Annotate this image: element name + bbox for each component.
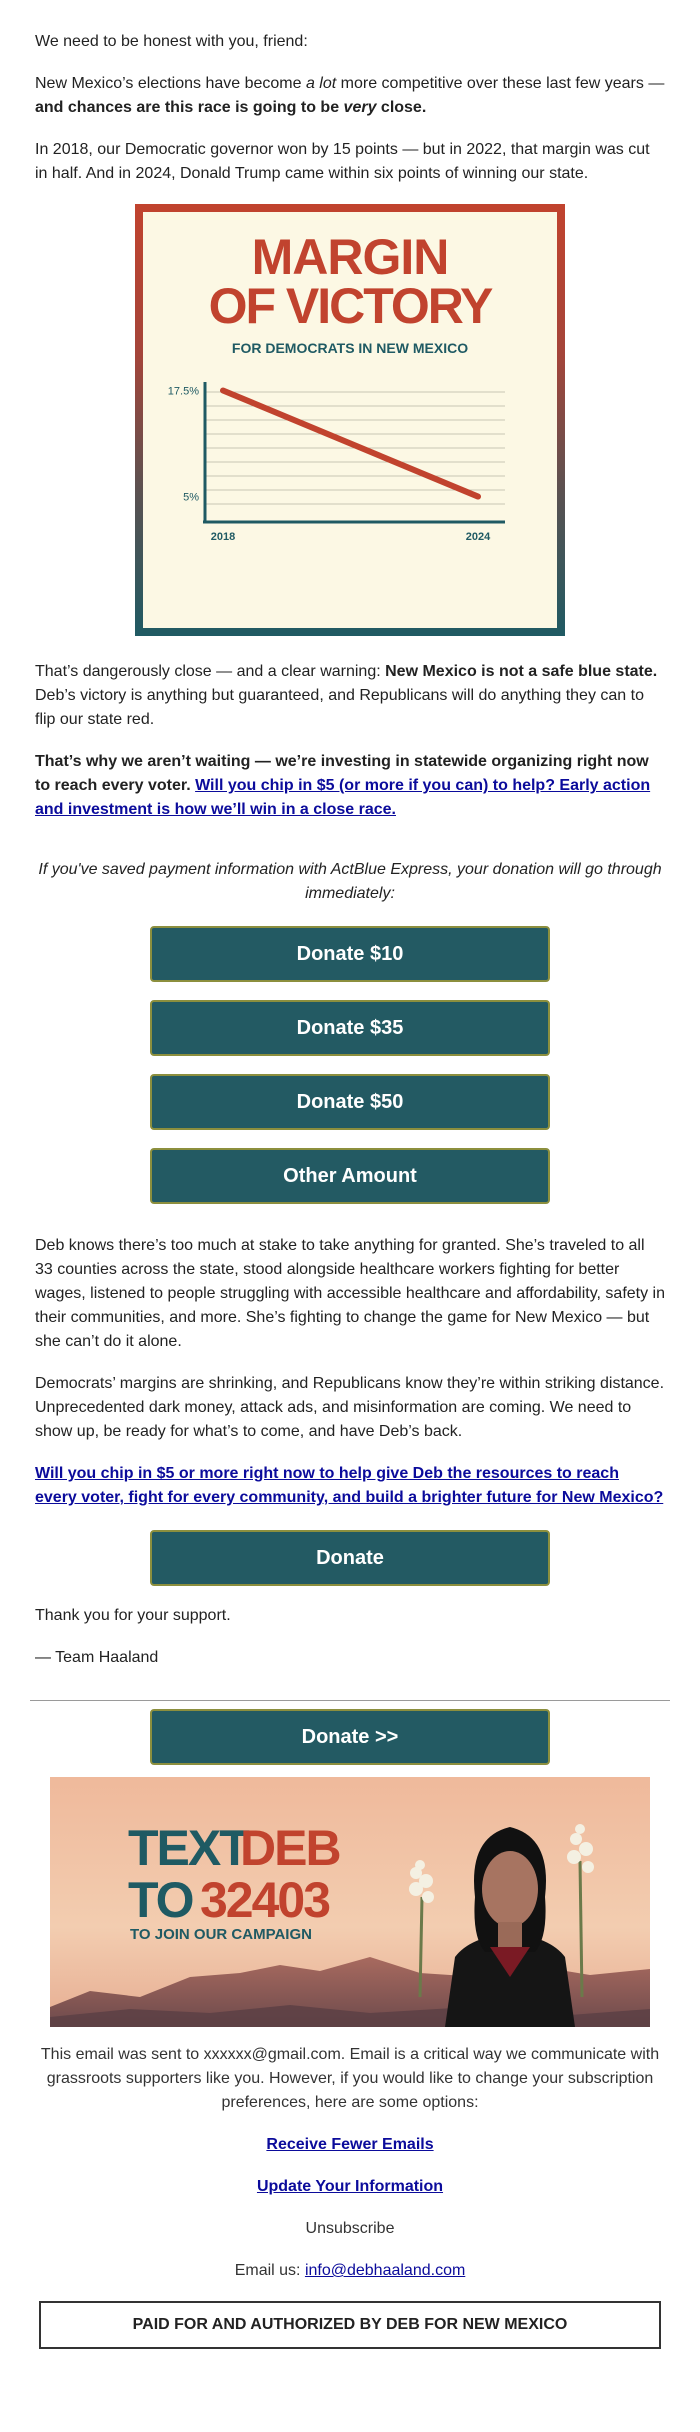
deb-travels-paragraph: Deb knows there’s too much at stake to take anything for granted. She’s traveled to all 33 counties across the state, stood alongside healthcare workers fighting for better wages, listened to people struggling with accessible healthcare and affordability, safety in their communities, and more. She’s fighting to change the game for New Mexico — but she can’t do it alone. (35, 1237, 666, 1350)
receive-fewer-row (35, 2133, 665, 2157)
warning-text-end: Deb’s victory is anything but guaranteed, and Republicans will do anything they can to flip our state red. (35, 687, 644, 728)
donate-50-button[interactable]: Donate $50 (150, 1074, 550, 1130)
intro-bold-emphasis: very (343, 99, 377, 116)
donate-button[interactable]: Donate (150, 1530, 550, 1586)
intro-paragraph-1 (35, 72, 665, 120)
banner-deb-word: DEB (240, 1820, 340, 1876)
donate-10-button[interactable]: Donate $10 (150, 926, 550, 982)
greeting: We need to be honest with you, friend: (35, 33, 308, 50)
subscription-notice: This email was sent to xxxxxx@gmail.com. Email is a critical way we communicate with grassroots supporters like you. However, if you would like to change your subscription preferences, here are some options: (40, 2046, 660, 2111)
intro-text-mid: more competitive over these last few years — (336, 75, 665, 92)
intro-paragraph-2: In 2018, our Democratic governor won by 15 points — but in 2022, that margin was cut in half. And in 2024, Donald Trump came within six points of winning our state. (35, 141, 650, 182)
banner-to-word: TO (128, 1872, 193, 1928)
banner-number: 32403 (200, 1872, 330, 1928)
graphic-panel (143, 212, 557, 628)
banner-tagline: TO JOIN OUR CAMPAIGN (130, 1926, 312, 1943)
donate-other-amount-button[interactable]: Other Amount (150, 1148, 550, 1204)
text-deb-banner[interactable] (50, 1777, 650, 2027)
footer-donate-button[interactable]: Donate >> (150, 1709, 550, 1765)
update-information-link[interactable]: Update Your Information (256, 2178, 444, 2195)
organizing-paragraph (35, 750, 665, 822)
intro-bold-start: and chances are this race is going to be (35, 99, 344, 116)
unsubscribe-row (35, 2217, 665, 2241)
banner-art (50, 1777, 650, 2027)
organizing-bold: That’s why we aren’t waiting — we’re investing in statewide organizing right now to reach every voter. (35, 753, 649, 794)
margins-shrinking-paragraph: Democrats’ margins are shrinking, and Republicans know they’re within striking distance. Unprecedented dark money, attack ads, and misinformation are coming. We need to show up, be ready for what’s to come, and have Deb’s back. (35, 1375, 665, 1440)
unsubscribe-link[interactable]: Unsubscribe (305, 2220, 395, 2237)
intro-bold (35, 99, 426, 116)
warning-paragraph (35, 660, 665, 732)
update-info-row (35, 2175, 665, 2199)
thanks-text: Thank you for your support. (35, 1607, 231, 1624)
paid-for-disclaimer: PAID FOR AND AUTHORIZED BY DEB FOR NEW MEXICO (39, 2301, 661, 2349)
footer-divider (30, 1700, 670, 1701)
warning-bold: New Mexico is not a safe blue state. (385, 663, 658, 680)
chart-title-line-1: MARGIN (251, 229, 449, 285)
receive-fewer-emails-link[interactable]: Receive Fewer Emails (266, 2136, 434, 2153)
donate-35-button[interactable]: Donate $35 (150, 1000, 550, 1056)
chip-in-link-2[interactable]: Will you chip in $5 or more right now to help give Deb the resources to reach every voter, fight for every community, and build a brighter future for New Mexico? (35, 1465, 664, 1506)
actblue-note: If you've saved payment information with ActBlue Express, your donation will go through immediately: (38, 861, 662, 902)
y-tick-label: 5% (183, 491, 199, 504)
banner-text-word: TEXT (128, 1820, 248, 1876)
x-tick-label: 2024 (465, 531, 491, 543)
chart-title-line-2: OF VICTORY (208, 278, 492, 334)
email-us-row (35, 2259, 665, 2283)
intro-text: New Mexico’s elections have become (35, 75, 306, 92)
y-tick-label: 17.5% (167, 385, 199, 398)
x-tick-label: 2018 (210, 531, 236, 543)
email-us-label: Email us: (234, 2262, 305, 2279)
signoff-text: — Team Haaland (35, 1649, 159, 1666)
email-footer (0, 2043, 700, 2283)
margin-of-victory-graphic (135, 204, 565, 636)
chip-in-link[interactable]: Will you chip in $5 (or more if you can) to help? Early action and investment is how we’ll win in a close race. (35, 777, 651, 818)
margin-chart (143, 212, 557, 628)
chart-subtitle: FOR DEMOCRATS IN NEW MEXICO (231, 340, 469, 356)
chip-in-paragraph (35, 1462, 665, 1510)
warning-text: That’s dangerously close — and a clear warning: (35, 663, 386, 680)
intro-emphasis: a lot (305, 75, 337, 92)
contact-email-link[interactable]: info@debhaaland.com (304, 2262, 466, 2279)
intro-bold-end: close. (376, 99, 427, 116)
